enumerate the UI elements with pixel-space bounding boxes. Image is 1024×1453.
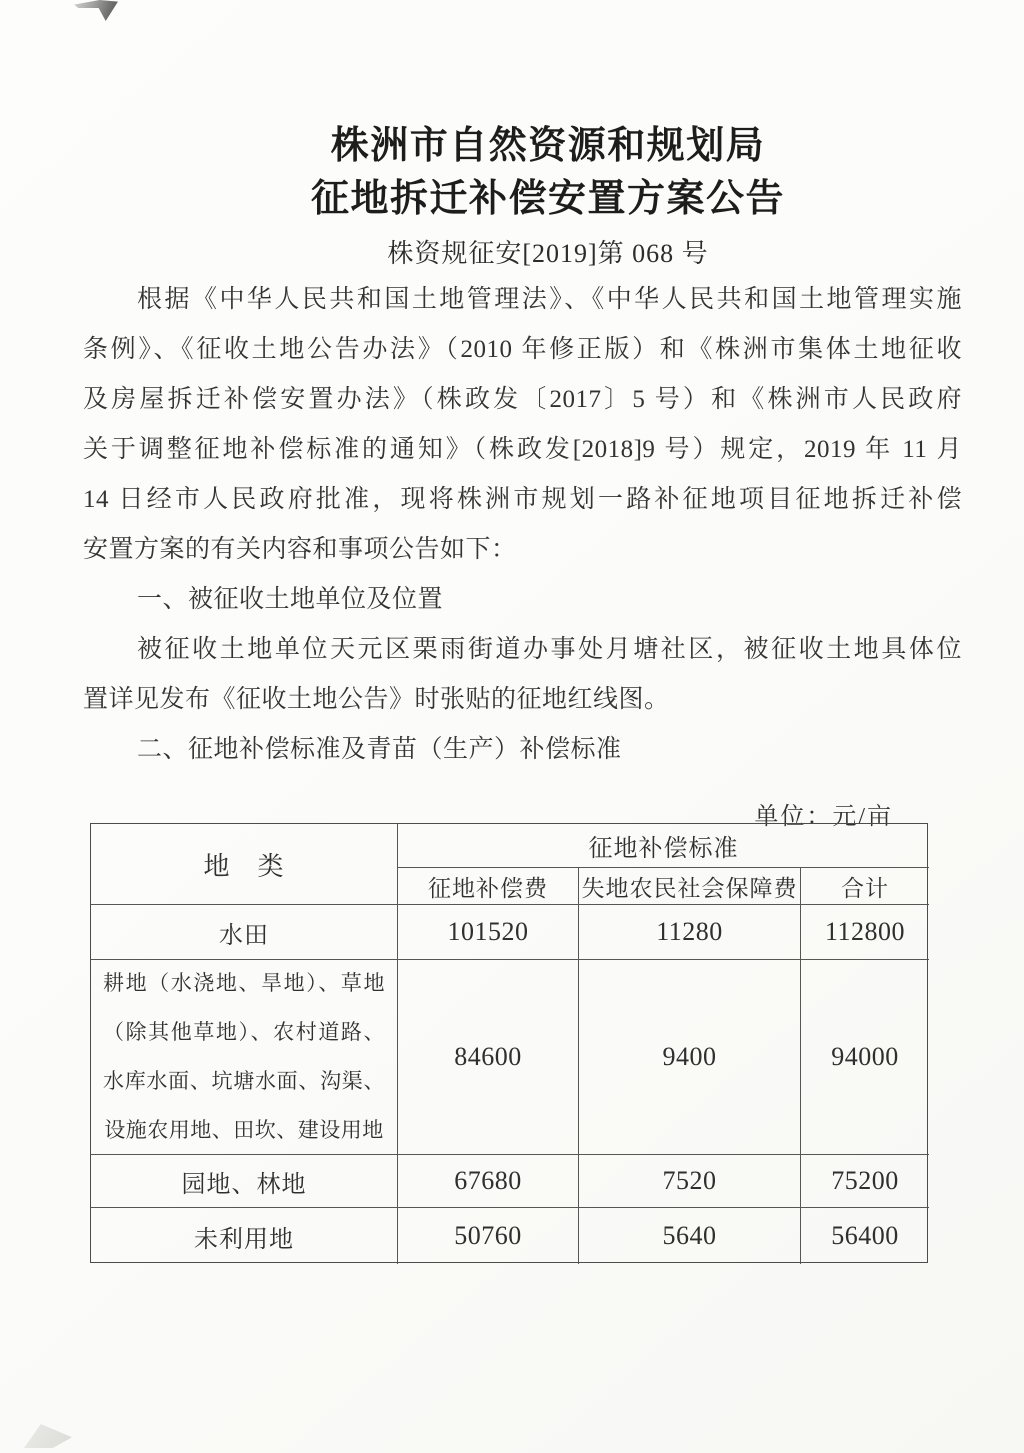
section-heading-2: 二、征地补偿标准及青苗（生产）补偿标准 xyxy=(137,736,622,763)
table-cell-social: 11280 xyxy=(579,905,801,960)
body-line: 被征收土地单位天元区栗雨街道办事处月塘社区，被征收土地具体位 xyxy=(137,636,962,663)
table-cell-fee: 50760 xyxy=(398,1208,579,1264)
table-header-standard: 征地补偿标准 xyxy=(398,824,929,868)
table-header-fee: 征地补偿费 xyxy=(398,868,579,905)
table-cell-type-text: 耕地（水浇地、旱地）、草地（除其他草地）、农村道路、水库水面、坑塘水面、沟渠、设施农用地、田坎、建设用地 xyxy=(103,971,385,1142)
table-cell-social: 5640 xyxy=(579,1208,801,1264)
table-cell-type: 未利用地 xyxy=(91,1208,398,1264)
body-text xyxy=(83,275,962,775)
body-line: 安置方案的有关内容和事项公告如下： xyxy=(83,536,517,563)
document-number: 株资规征安[2019]第 068 号 xyxy=(387,239,709,268)
body-line: 14 日经市人民政府批准，现将株洲市规划一路补征地项目征地拆迁补偿 xyxy=(83,486,962,513)
table-cell-type: 水田 xyxy=(91,905,398,960)
table-cell-type xyxy=(91,960,398,1155)
table-cell-fee: 67680 xyxy=(398,1155,579,1208)
body-line: 条例》、《征收土地公告办法》（2010 年修正版）和《株洲市集体土地征收 xyxy=(83,336,962,363)
table-cell-social: 9400 xyxy=(579,960,801,1155)
compensation-table xyxy=(90,823,928,1263)
document-title-line2: 征地拆迁补偿安置方案公告 xyxy=(310,178,785,220)
table-cell-fee: 84600 xyxy=(398,960,579,1155)
document-title-line1: 株洲市自然资源和规划局 xyxy=(330,125,766,167)
table-cell-total: 56400 xyxy=(831,1221,899,1250)
body-line: 根据《中华人民共和国土地管理法》、《中华人民共和国土地管理实施 xyxy=(137,286,962,313)
scan-artifact-bottom-left xyxy=(24,1424,72,1448)
table-unit-label: 单位：元/亩 xyxy=(754,804,893,830)
table-cell-total: 75200 xyxy=(801,1155,929,1208)
body-line: 置详见发布《征收土地公告》时张贴的征地红线图。 xyxy=(83,686,670,713)
table-cell-fee: 101520 xyxy=(398,905,579,960)
table-cell-total: 94000 xyxy=(801,960,929,1155)
scan-artifact-top-left xyxy=(74,0,118,21)
table-cell-social: 7520 xyxy=(579,1155,801,1208)
section-heading-1: 一、被征收土地单位及位置 xyxy=(137,586,444,613)
table-cell-type: 园地、林地 xyxy=(91,1155,398,1208)
table-header-land-type: 地 类 xyxy=(91,824,398,905)
table-header-total: 合计 xyxy=(801,868,929,905)
document-header xyxy=(0,120,1024,271)
body-line: 及房屋拆迁补偿安置办法》（株政发〔2017〕5 号）和《株洲市人民政府 xyxy=(83,386,962,413)
table-header-social: 失地农民社会保障费 xyxy=(579,868,801,905)
body-line: 关于调整征地补偿标准的通知》（株政发[2018]9 号）规定，2019 年 11 月 xyxy=(83,436,962,463)
table-cell-total: 112800 xyxy=(801,905,929,960)
